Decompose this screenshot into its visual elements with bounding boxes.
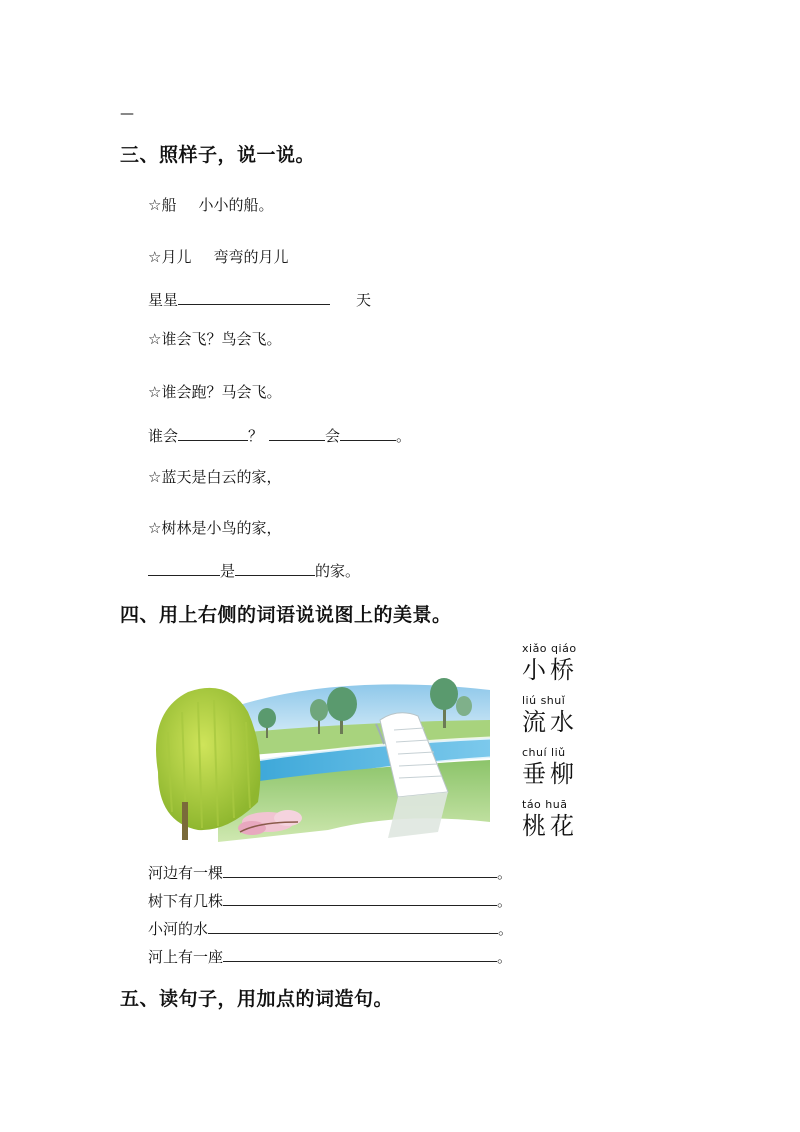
- blank-sentence-4[interactable]: [223, 947, 497, 962]
- vocab-pinyin: xiǎo qiáo: [522, 642, 577, 655]
- vocab-pinyin: táo huā: [522, 798, 568, 811]
- fill-stars-prefix: 星星: [148, 291, 179, 309]
- vocab-hanzi: 流水: [522, 708, 578, 736]
- blank-who-can-3[interactable]: [340, 426, 396, 441]
- vocab-item-1: [522, 642, 602, 684]
- example-moon-word: ☆月儿: [148, 248, 192, 266]
- sentence-prefix: 小河的水: [148, 920, 209, 938]
- sentence-end: 。: [498, 920, 514, 938]
- vocab-item-4: [522, 798, 602, 840]
- vocab-hanzi: 垂柳: [522, 760, 578, 788]
- blank-who-can-1[interactable]: [178, 426, 248, 441]
- river-scene-illustration: [148, 672, 490, 842]
- blank-home-2[interactable]: [235, 561, 315, 576]
- fill-home: [148, 560, 360, 581]
- section-5-heading: 五、读句子，用加点的词造句。: [120, 988, 394, 1010]
- sentence-end: 。: [497, 892, 513, 910]
- vocab-hanzi: 小桥: [522, 656, 578, 684]
- example-sky-home: ☆蓝天是白云的家，: [148, 468, 282, 486]
- example-boat-word: ☆船: [148, 196, 177, 214]
- sentence-blossom: [148, 890, 512, 911]
- fill-home-p1: 是: [220, 562, 236, 580]
- example-boat-phrase: 小小的船。: [198, 196, 274, 214]
- fill-who-can-p3: 会: [325, 427, 341, 445]
- blank-home-1[interactable]: [148, 561, 220, 576]
- example-run: ☆谁会跑？马会飞。: [148, 383, 282, 401]
- sentence-bridge: [148, 946, 512, 967]
- vocab-pinyin: chuí liǔ: [522, 746, 566, 759]
- blank-who-can-2[interactable]: [269, 426, 325, 441]
- sentence-prefix: 河边有一棵: [148, 864, 224, 882]
- blank-stars[interactable]: [178, 290, 330, 305]
- vocab-item-2: [522, 694, 602, 736]
- section-4-heading: 四、用上右侧的词语说说图上的美景。: [120, 604, 452, 626]
- sentence-end: 。: [497, 948, 513, 966]
- blank-sentence-3[interactable]: [208, 919, 498, 934]
- example-fly: ☆谁会飞？鸟会飞。: [148, 330, 282, 348]
- blank-sentence-2[interactable]: [223, 891, 497, 906]
- fill-who-can-p1: 谁会: [148, 427, 179, 445]
- fill-home-p2: 的家。: [315, 562, 361, 580]
- sentence-willow: [148, 862, 512, 883]
- sentence-water: [148, 918, 513, 939]
- fill-who-can-p2: ？: [248, 427, 264, 445]
- section-3-heading: 三、照样子，说一说。: [120, 144, 316, 166]
- fill-stars: [148, 289, 371, 310]
- sentence-end: 。: [497, 864, 513, 882]
- example-moon: [148, 246, 288, 267]
- vocab-pinyin: liú shuǐ: [522, 694, 566, 707]
- vocab-hanzi: 桃花: [522, 812, 578, 840]
- fill-who-can: [148, 425, 411, 446]
- fill-who-can-p4: 。: [396, 427, 412, 445]
- top-mark: —: [120, 106, 134, 122]
- example-forest-home: ☆树林是小鸟的家，: [148, 519, 282, 537]
- vocab-item-3: [522, 746, 602, 788]
- sentence-prefix: 树下有几株: [148, 892, 224, 910]
- blank-sentence-1[interactable]: [223, 863, 497, 878]
- example-moon-phrase: 弯弯的月儿: [213, 248, 289, 266]
- fill-stars-suffix: 天: [356, 291, 372, 309]
- example-boat: [148, 194, 273, 215]
- sentence-prefix: 河上有一座: [148, 948, 224, 966]
